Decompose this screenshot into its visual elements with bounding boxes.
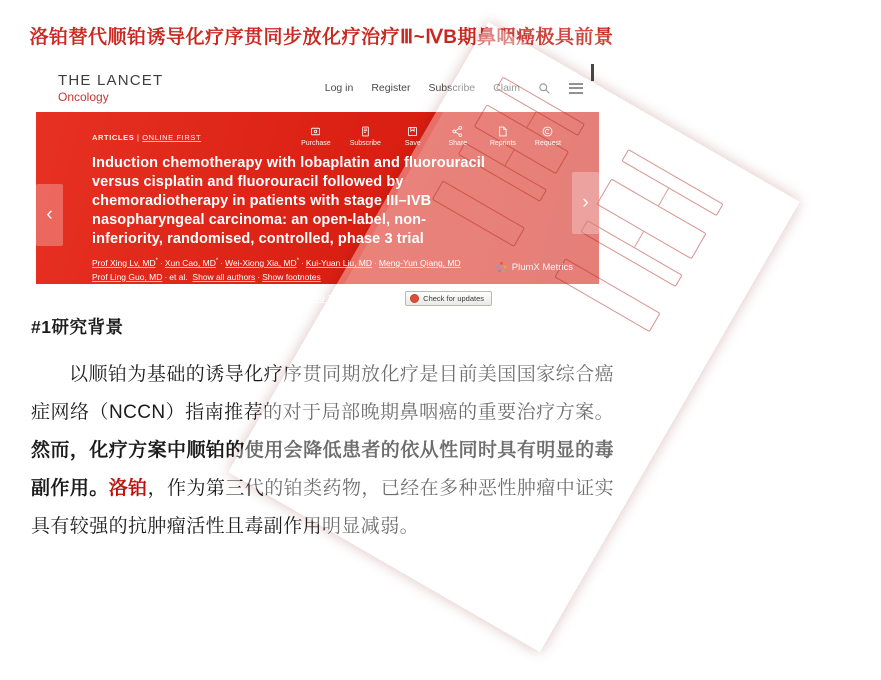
published-date: Published: April 12, 2021 xyxy=(92,293,187,304)
lancet-logo[interactable] xyxy=(58,72,163,104)
request-icon xyxy=(541,125,554,138)
lobaplatin-keyword: 洛铂 xyxy=(108,478,148,499)
carousel-previous-button[interactable]: ‹ xyxy=(36,184,63,246)
author-link[interactable]: Prof Xing Lv, MD xyxy=(92,257,156,268)
lancet-section-name: Oncology xyxy=(58,90,109,104)
request-button[interactable]: Request xyxy=(535,125,561,147)
et-al-label: et al. xyxy=(169,271,188,282)
carousel-next-button[interactable]: › xyxy=(572,172,599,234)
save-button[interactable]: Save xyxy=(400,125,426,147)
share-button[interactable]: Share xyxy=(445,125,471,147)
purchase-icon xyxy=(309,125,322,138)
action-toolbar xyxy=(301,125,561,147)
author-link[interactable]: Meng-Yun Qiang, MD xyxy=(378,257,461,268)
lancet-journal-name: THE LANCET xyxy=(58,72,164,89)
nav-log-in[interactable]: Log in xyxy=(324,82,354,94)
author-link[interactable]: Prof Ling Guo, MD xyxy=(92,271,163,282)
doi-link[interactable]: DOI: https://doi.org/10.1016/S1470-2045(21)00075-9 xyxy=(192,293,393,304)
paragraph-segment: 以顺铂为基础的诱导化疗序贯同期放化疗是目前美国国家综合癌症网络（NCCN）指南推荐的对于局部晚期鼻咽癌的重要治疗方案。 xyxy=(31,364,614,423)
category-online-first[interactable]: ONLINE FIRST xyxy=(142,133,202,142)
reprints-icon xyxy=(496,125,509,138)
article-title: Induction chemotherapy with lobaplatin and fluorouracil versus cisplatin and fluorouracil followed by chemoradiotherapy in patients with stage III–IVB nasopharyngeal carcinoma: an open-label, non-inferiority, randomised, controlled, phase 3 trial xyxy=(92,155,485,247)
reprints-button[interactable]: Reprints xyxy=(490,125,516,147)
category-articles[interactable]: ARTICLES xyxy=(92,133,135,142)
nav-subscribe[interactable]: Subscribe xyxy=(428,82,476,94)
paragraph-segment: ，作为第三代的铂类药物，已经在多种恶性肿瘤中证实具有较强的抗肿瘤活性且毒副作用明显减弱。 xyxy=(31,478,614,537)
article-banner xyxy=(36,112,599,304)
breadcrumb xyxy=(92,133,201,142)
subscribe-button[interactable]: Subscribe xyxy=(350,125,381,147)
section-heading: #1研究背景 xyxy=(31,317,124,337)
publication-info: Published: April 12, 2021 · DOI: https://doi.org/10.1016/S1470-2045(21)00075-9 · Check for updates xyxy=(92,291,561,306)
paragraph-segment-bold: 然而，化疗方案中顺铂的使用会降低患者的依从性同时具有明显的毒副作用。 xyxy=(31,440,614,499)
crossmark-icon xyxy=(410,294,419,303)
purchase-button[interactable]: Purchase xyxy=(301,125,331,147)
author-list: Prof Xing Lv, MD* · Xun Cao, MD* · Wei-Xiong Xia, MD* · Kui-Yuan Liu, MD · Meng-Yun Qiang, MD Prof Ling Guo, MD · et al. Show all authors · Show footnotes xyxy=(92,257,461,282)
nav-register[interactable]: Register xyxy=(371,82,411,94)
author-link[interactable]: Wei-Xiong Xia, MD xyxy=(225,257,297,268)
show-all-authors-link[interactable]: Show all authors xyxy=(192,271,256,282)
show-footnotes-link[interactable]: Show footnotes xyxy=(262,271,321,282)
subscribe-icon xyxy=(359,125,372,138)
nav-claim[interactable]: Claim xyxy=(493,82,520,94)
category-pipe: | xyxy=(137,133,140,142)
share-icon xyxy=(451,125,464,138)
author-link[interactable]: Kui-Yuan Liu, MD xyxy=(305,257,373,268)
lancet-screenshot xyxy=(36,64,599,304)
page-title: 洛铂替代顺铂诱导化疗序贯同步放化疗治疗Ⅲ~ⅣB期鼻咽癌极具前景 xyxy=(29,27,614,48)
plumx-metrics-link[interactable]: PlumX Metrics xyxy=(496,261,573,273)
save-icon xyxy=(406,125,419,138)
banner-content xyxy=(36,112,599,306)
check-for-updates-button[interactable]: Check for updates xyxy=(405,291,492,306)
plumx-icon xyxy=(496,261,507,273)
author-link[interactable]: Xun Cao, MD xyxy=(164,257,216,268)
